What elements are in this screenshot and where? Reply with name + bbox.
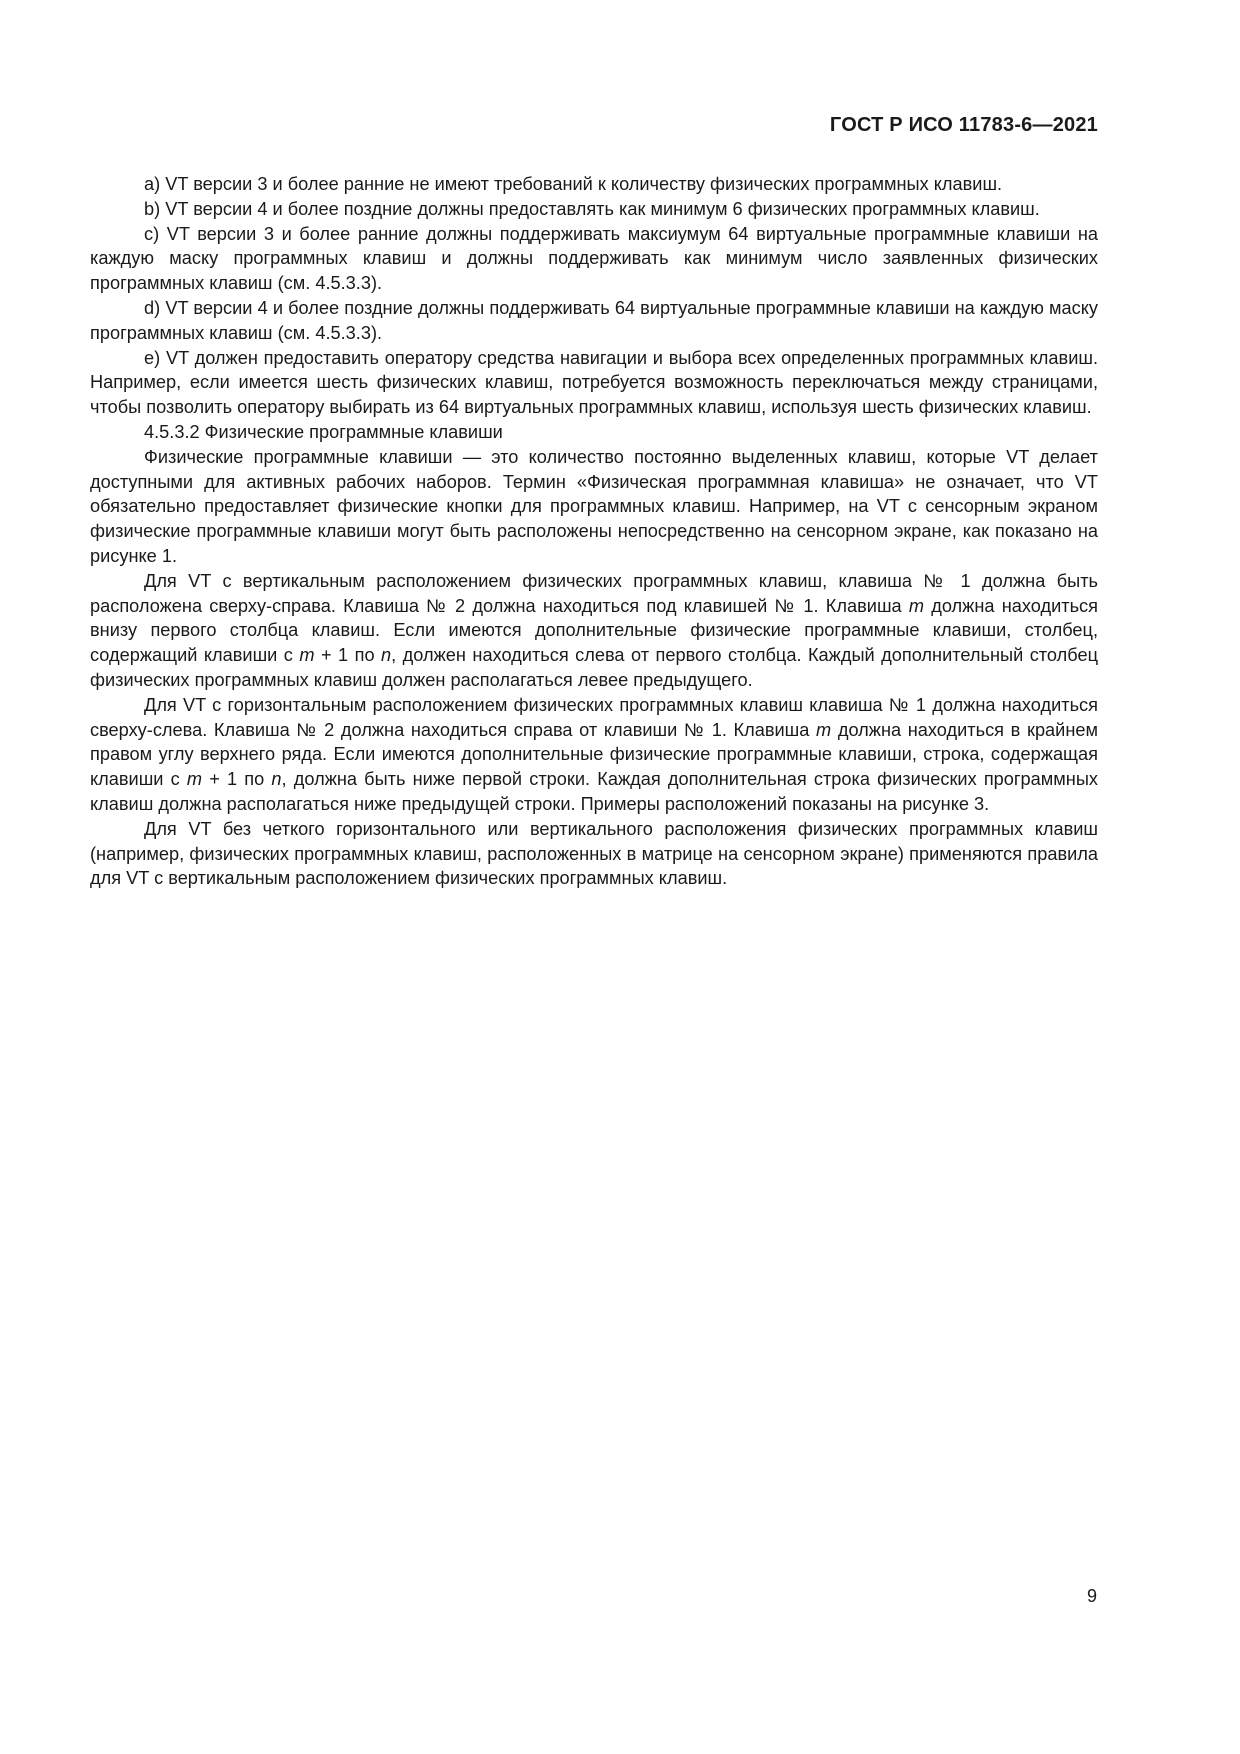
list-marker: b) [144, 198, 161, 219]
list-item-text: VT версии 3 и более ранние не имеют требований к количеству физических программных клавиш. [165, 174, 1003, 194]
list-marker: a) [144, 174, 161, 194]
list-marker: e) [144, 347, 161, 368]
list-item-c [90, 222, 1098, 296]
paragraph-definition: Физические программные клавиши — это количество постоянно выделенных клавиш, которые VT делает доступными для активных рабочих наборов. Термин «Физическая программная клавиша» не означает, что VT обязательно предоставляет физические кнопки для программных клавиш. Например, на VT с сенсорным экраном физические программные клавиши могут быть расположены непосредственно на сенсорном экране, как показано на рисунке 1. [90, 446, 1098, 566]
list-item-text: VT версии 4 и более поздние должны предоставлять как минимум 6 физических программных клавиш. [165, 198, 1040, 219]
list-item-b [90, 197, 1098, 222]
list-item-text: VT версии 4 и более поздние должны поддерживать 64 виртуальные программные клавиши на каждую маску программных клавиш (см. 4.5.3.3). [90, 297, 1098, 343]
paragraph-vertical-layout: Для VT с вертикальным расположением физических программных клавиш, клавиша № 1 должна быть расположена сверху-справа. Клавиша № 2 должна находиться под клавишей № 1. Клавиша m должна находиться внизу первого столбца клавиш. Если имеются дополнительные физические программные клавиши, столбец, содержащий клавиши с m + 1 по n, должен находиться слева от первого столбца. Каждый дополнительный столбец физических программных клавиш должен располагаться левее предыдущего. [90, 570, 1098, 690]
list-marker: d) [144, 297, 161, 318]
list-item-text: VT версии 3 и более ранние должны поддерживать максиумум 64 виртуальные программные клавиши на каждую маску программных клавиш и должны поддерживать как минимум число заявленных физических программных клавиш (см. 4.5.3.3). [90, 223, 1098, 294]
section-heading: 4.5.3.2 Физические программные клавиши [144, 421, 503, 442]
list-item-a [90, 172, 1098, 197]
paragraph-horizontal-layout: Для VT с горизонтальным расположением физических программных клавиш клавиша № 1 должна находиться сверху-слева. Клавиша № 2 должна находиться справа от клавиши № 1. Клавиша m должна находиться в крайнем правом углу верхнего ряда. Если имеются дополнительные физические программные клавиши, строка, содержащая клавиши с m + 1 по n, должна быть ниже первой строки. Каждая дополнительная строка физических программных клавиш должна располагаться ниже предыдущей строки. Примеры расположений показаны на рисунке 3. [90, 694, 1098, 814]
document-header: ГОСТ Р ИСО 11783-6—2021 [829, 114, 1098, 136]
variable-m: m [816, 719, 832, 740]
list-item-d [90, 296, 1098, 346]
variable-n: n [271, 769, 282, 790]
list-item-e [90, 346, 1098, 420]
variable-m: m [299, 645, 315, 666]
variable-m: m [186, 769, 203, 790]
list-marker: c) [144, 223, 160, 244]
list-item-text: VT должен предоставить оператору средства навигации и выбора всех определенных программных клавиш. Например, если имеется шесть физических клавиш, потребуется возможность переключаться между страницами, чтобы позволить оператору выбирать из 64 виртуальных программных клавиш, используя шесть физических клавиш. [90, 347, 1098, 418]
page-number: 9 [1086, 1586, 1097, 1606]
variable-n: n [381, 645, 392, 666]
variable-m: m [908, 595, 925, 616]
document-body [90, 172, 1098, 891]
paragraph-matrix-layout: Для VT без четкого горизонтального или вертикального расположения физических программных клавиш (например, физических программных клавиш, расположенных в матрице на сенсорном экране) применяются правила для VT с вертикальным расположением физических программных клавиш. [90, 818, 1098, 889]
